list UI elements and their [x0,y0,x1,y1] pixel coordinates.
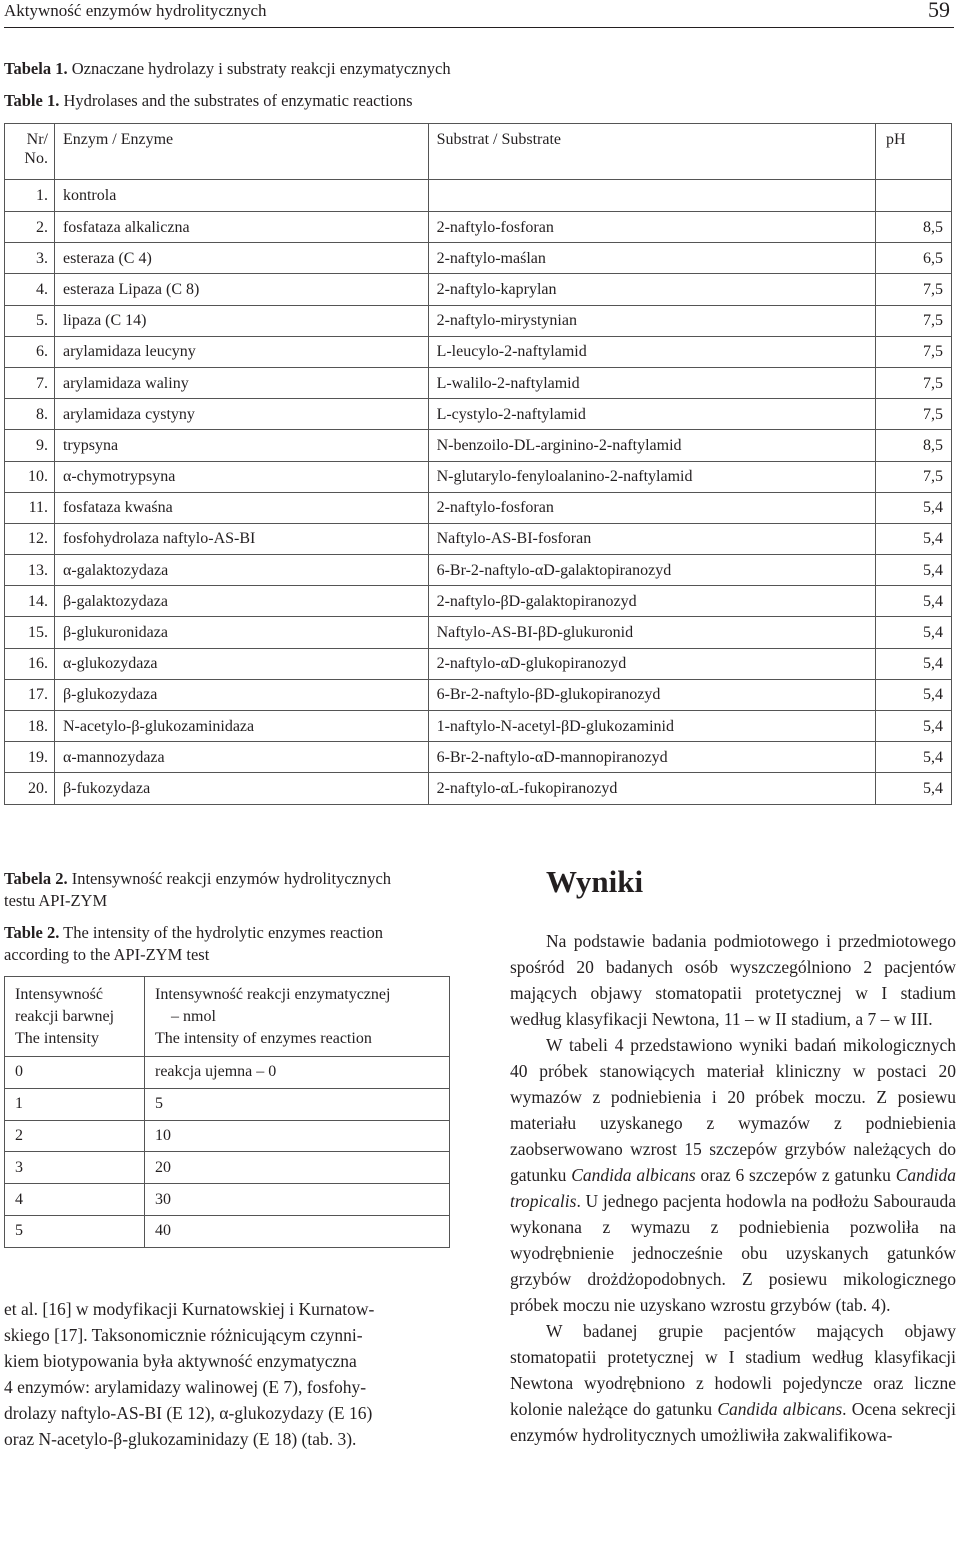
cell-nr: 17. [5,679,55,710]
table2-header-row [5,977,450,1057]
cell-enzyme: β-glukozydaza [54,679,428,710]
cell-enzyme: N-acetylo-β-glukozaminidaza [54,711,428,742]
cell-enzyme: β-galaktozydaza [54,586,428,617]
table1-caption-pl: Tabela 1. Oznaczane hydrolazy i substraty reakcji enzymatycznych [4,59,451,78]
header-enzyme: Enzym / Enzyme [54,124,428,180]
cell-intensity: 5 [5,1215,145,1247]
cell-substrate: 2-naftylo-αD-glukopiranozyd [428,648,875,679]
table1-row [5,243,952,274]
table1-row [5,773,952,804]
cell-enzyme: esteraza Lipaza (C 8) [54,274,428,305]
table1-row [5,711,952,742]
header-color-intensity: Intensywność reakcji barwnej The intensity [5,977,145,1057]
paragraph-2: W tabeli 4 przedstawiono wyniki badań mikologicznych 40 próbek stanowiących materiał kliniczny w postaci 20 wymazów z podniebienia i 20 próbek moczu. Z posiewu materiału uzyskanego z wymazów z podniebienia zaobserwowano wzrost 15 szczepów grzybów należących do gatunku Candida albicans oraz 6 szczepów z gatunku Candida tropicalis. U jednego pacjenta hodowla na podłożu Sabourauda wykonana z wymazu z podniebienia pozwoliła na wyodrębnienie jednocześnie obu uzyskanych gatunków grzybów drożdżopodobnych. Z posiewu mikologicznego próbek moczu nie uzyskano wzrostu grzybów (tab. 4). [510,1035,956,1315]
table1-header-row [5,124,952,180]
cell-nmol: 20 [145,1152,450,1184]
cell-ph: 7,5 [876,399,952,430]
cell-ph: 5,4 [876,492,952,523]
table2-row [5,1057,450,1089]
cell-nr: 6. [5,336,55,367]
cell-nr: 3. [5,243,55,274]
cell-substrate: L-cystylo-2-naftylamid [428,399,875,430]
cell-substrate: Naftylo-AS-BI-βD-glukuronid [428,617,875,648]
cell-nr: 19. [5,742,55,773]
cell-enzyme: fosfohydrolaza naftylo-AS-BI [54,523,428,554]
table1-row [5,586,952,617]
cell-ph: 7,5 [876,305,952,336]
cell-nmol: 30 [145,1184,450,1216]
table2-caption-pl: Tabela 2. Intensywność reakcji enzymów hydrolitycznych testu API-ZYM [4,869,392,910]
cell-ph: 5,4 [876,742,952,773]
cell-intensity: 3 [5,1152,145,1184]
cell-nr: 1. [5,180,55,212]
paragraph-3: W badanej grupie pacjentów mających objawy stomatopatii protetycznej w I stadium według klasyfikacji Newtona wyodrębniono z hodowli pojedyncze oraz liczne kolonie należące do gatunku Candida albicans. Ocena sekrecji enzymów hydrolitycznych umożliwiła zakwalifikowa- [510,1321,956,1445]
cell-enzyme: α-chymotrypsyna [54,461,428,492]
table2-row [5,1215,450,1247]
cell-enzyme: trypsyna [54,430,428,461]
cell-enzyme: fosfataza alkaliczna [54,212,428,243]
table2-row [5,1184,450,1216]
cell-ph: 5,4 [876,555,952,586]
cell-nr: 12. [5,523,55,554]
cell-nr: 5. [5,305,55,336]
cell-ph: 5,4 [876,773,952,804]
cell-enzyme: kontrola [54,180,428,212]
header-substrate: Substrat / Substrate [428,124,875,180]
cell-enzyme: fosfataza kwaśna [54,492,428,523]
table1-row [5,492,952,523]
cell-enzyme: esteraza (C 4) [54,243,428,274]
cell-intensity: 0 [5,1057,145,1089]
results-text [510,928,956,1448]
table2-caption-en: Table 2. The intensity of the hydrolytic enzymes reaction according to the API-ZYM test [4,923,383,964]
cell-enzyme: α-mannozydaza [54,742,428,773]
cell-substrate: 2-naftylo-αL-fukopiranozyd [428,773,875,804]
table2-intensity [4,976,450,1248]
table1-row [5,305,952,336]
text-line: oraz N-acetylo-β-glukozaminidazy (E 18) (tab. 3). [4,1429,357,1449]
cell-intensity: 2 [5,1120,145,1152]
cell-ph: 7,5 [876,367,952,398]
cell-ph: 5,4 [876,586,952,617]
cell-nr: 10. [5,461,55,492]
cell-ph: 5,4 [876,711,952,742]
header-enzymatic-intensity: Intensywność reakcji enzymatycznej – nmol The intensity of enzymes reaction [145,977,450,1057]
text-line: skiego [17]. Taksonomicznie różnicującym czynni- [4,1325,363,1345]
cell-nmol: 10 [145,1120,450,1152]
cell-nr: 7. [5,367,55,398]
header-ph: pH [876,124,952,180]
cell-ph: 5,4 [876,679,952,710]
cell-ph: 7,5 [876,274,952,305]
table1-row [5,367,952,398]
cell-nr: 14. [5,586,55,617]
text-line: 4 enzymów: arylamidazy walinowej (E 7), fosfohy- [4,1377,367,1397]
cell-nr: 15. [5,617,55,648]
table1-row [5,430,952,461]
table1-row [5,212,952,243]
cell-nmol: reakcja ujemna – 0 [145,1057,450,1089]
table1-caption-en: Table 1. Hydrolases and the substrates of enzymatic reactions [4,91,413,110]
cell-intensity: 4 [5,1184,145,1216]
cell-enzyme: arylamidaza leucyny [54,336,428,367]
cell-nr: 4. [5,274,55,305]
cell-substrate: Naftylo-AS-BI-fosforan [428,523,875,554]
cell-substrate: 2-naftylo-fosforan [428,492,875,523]
cell-ph: 7,5 [876,461,952,492]
table1-row [5,742,952,773]
table1-row [5,274,952,305]
paragraph-1: Na podstawie badania podmiotowego i przedmiotowego spośród 20 badanych osób wyszczególniono 2 pacjentów mających objawy stomatopatii protetycznej w I stadium według klasyfikacji Newtona, 11 – w II stadium, a 7 – w III. [510,931,956,1029]
cell-nmol: 40 [145,1215,450,1247]
cell-ph: 7,5 [876,336,952,367]
cell-enzyme: α-glukozydaza [54,648,428,679]
text-line: et al. [16] w modyfikacji Kurnatowskiej i Kurnatow- [4,1299,375,1319]
cell-enzyme: lipaza (C 14) [54,305,428,336]
table1-row [5,523,952,554]
page-number: 59 [928,0,950,22]
cell-substrate: 2-naftylo-mirystynian [428,305,875,336]
cell-substrate: 2-naftylo-fosforan [428,212,875,243]
cell-nr: 16. [5,648,55,679]
text-line: drolazy naftylo-AS-BI (E 12), α-glukozydazy (E 16) [4,1403,373,1423]
table1-row [5,336,952,367]
cell-substrate: L-leucylo-2-naftylamid [428,336,875,367]
cell-substrate: 2-naftylo-maślan [428,243,875,274]
cell-substrate: 1-naftylo-N-acetyl-βD-glukozaminid [428,711,875,742]
cell-enzyme: arylamidaza waliny [54,367,428,398]
cell-nr: 13. [5,555,55,586]
cell-ph [876,180,952,212]
cell-substrate: 6-Br-2-naftylo-αD-galaktopiranozyd [428,555,875,586]
header-nr: Nr/ No. [5,124,55,180]
cell-substrate: N-benzoilo-DL-arginino-2-naftylamid [428,430,875,461]
cell-ph: 5,4 [876,617,952,648]
table2-row [5,1088,450,1120]
cell-substrate: 2-naftylo-βD-galaktopiranozyd [428,586,875,617]
cell-nr: 2. [5,212,55,243]
methods-continuation [4,1296,452,1452]
running-title: Aktywność enzymów hydrolitycznych [4,1,267,20]
text-line: kiem biotypowania była aktywność enzymatyczna [4,1351,357,1371]
cell-nr: 20. [5,773,55,804]
table1-row [5,399,952,430]
cell-ph: 5,4 [876,523,952,554]
cell-enzyme: β-fukozydaza [54,773,428,804]
cell-nr: 9. [5,430,55,461]
cell-substrate: 6-Br-2-naftylo-βD-glukopiranozyd [428,679,875,710]
table1-hydrolases [4,123,952,805]
table1-row [5,648,952,679]
table2-row [5,1120,450,1152]
cell-ph: 6,5 [876,243,952,274]
cell-enzyme: α-galaktozydaza [54,555,428,586]
table1-row [5,679,952,710]
table1-row [5,617,952,648]
cell-ph: 5,4 [876,648,952,679]
cell-ph: 8,5 [876,212,952,243]
cell-substrate: L-walilo-2-naftylamid [428,367,875,398]
running-header [4,0,954,28]
table1-row [5,555,952,586]
cell-substrate [428,180,875,212]
cell-intensity: 1 [5,1088,145,1120]
cell-substrate: N-glutarylo-fenyloalanino-2-naftylamid [428,461,875,492]
table1-row [5,461,952,492]
cell-nr: 8. [5,399,55,430]
cell-enzyme: β-glukuronidaza [54,617,428,648]
cell-ph: 8,5 [876,430,952,461]
cell-substrate: 6-Br-2-naftylo-αD-mannopiranozyd [428,742,875,773]
table2-row [5,1152,450,1184]
section-heading-results: Wyniki [546,864,644,899]
cell-substrate: 2-naftylo-kaprylan [428,274,875,305]
cell-nr: 11. [5,492,55,523]
table1-row [5,180,952,212]
cell-nr: 18. [5,711,55,742]
cell-nmol: 5 [145,1088,450,1120]
cell-enzyme: arylamidaza cystyny [54,399,428,430]
